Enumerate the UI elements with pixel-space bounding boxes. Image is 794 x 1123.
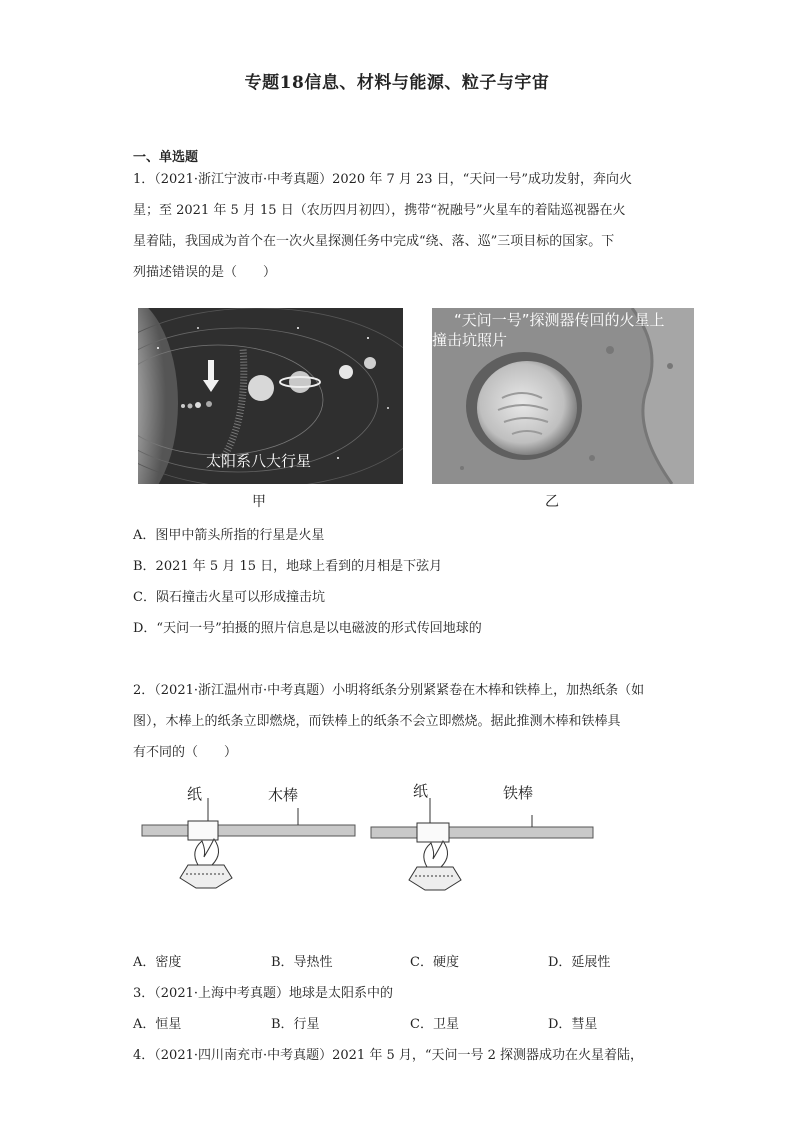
- question-1-line: 列描述错误的是（ ）: [133, 265, 277, 280]
- page-title: 专题18信息、材料与能源、粒子与宇宙: [244, 73, 550, 93]
- q3-option-c: C．卫星: [410, 1017, 459, 1032]
- q1-option-d: D．“天问一号”拍摄的照片信息是以电磁波的形式传回地球的: [133, 621, 482, 636]
- q2-option-b: B．导热性: [271, 955, 333, 970]
- q1-option-c: C．陨石撞击火星可以形成撞击坑: [133, 590, 325, 605]
- wood-rod-label: 木棒: [268, 786, 299, 804]
- mars-crater-caption: [432, 310, 665, 350]
- mars-crater-caption-line-2: 撞击坑照片: [432, 331, 508, 349]
- paper-label-iron: 纸: [413, 782, 429, 800]
- rod-heating-diagram: [138, 770, 598, 900]
- paper-label-wood: 纸: [187, 785, 203, 803]
- question-2-text: [133, 675, 673, 768]
- q3-option-d: D．彗星: [548, 1017, 598, 1032]
- figure-label-yi: 乙: [545, 494, 559, 510]
- question-1-text: [133, 164, 673, 288]
- question-1-line: 星着陆，我国成为首个在一次火星探测任务中完成“绕、落、巡”三项目标的国家。下: [133, 234, 615, 249]
- mars-crater-caption-line-1: “天问一号”探测器传回的火星上: [454, 311, 665, 329]
- question-4-text: 4．（2021·四川南充市·中考真题）2021 年 5 月，“天问一号 2 探测器成功在火星着陆，: [133, 1048, 644, 1063]
- iron-rod-label: 铁棒: [503, 784, 534, 802]
- section-heading: 一、单选题: [133, 150, 199, 165]
- q1-option-a: A．图甲中箭头所指的行星是火星: [133, 528, 325, 543]
- question-1-line: 1．（2021·浙江宁波市·中考真题）2020 年 7 月 23 日，“天问一号”成功发射，奔向火: [133, 172, 632, 187]
- q3-option-a: A．恒星: [133, 1017, 182, 1032]
- q1-option-b: B．2021 年 5 月 15 日，地球上看到的月相是下弦月: [133, 559, 443, 574]
- question-2-line: 有不同的（ ）: [133, 745, 238, 760]
- solar-system-caption: 太阳系八大行星: [206, 452, 312, 470]
- solar-system-image: [138, 308, 403, 484]
- question-1-line: 星；至 2021 年 5 月 15 日（农历四月初四），携带“祝融号”火星车的着陆巡视器在火: [133, 203, 626, 218]
- question-2-line: 图），木棒上的纸条立即燃烧，而铁棒上的纸条不会立即燃烧。据此推测木棒和铁棒具: [133, 714, 621, 729]
- q2-option-c: C．硬度: [410, 955, 459, 970]
- figure-label-jia: 甲: [252, 494, 266, 510]
- question-3-text: 3．（2021·上海中考真题）地球是太阳系中的: [133, 986, 393, 1001]
- mars-crater-image: [432, 308, 694, 484]
- q3-option-b: B．行星: [271, 1017, 320, 1032]
- question-2-line: 2．（2021·浙江温州市·中考真题）小明将纸条分别紧紧卷在木棒和铁棒上，加热纸条（如: [133, 683, 645, 698]
- q2-option-a: A．密度: [133, 955, 182, 970]
- q2-option-d: D．延展性: [548, 955, 611, 970]
